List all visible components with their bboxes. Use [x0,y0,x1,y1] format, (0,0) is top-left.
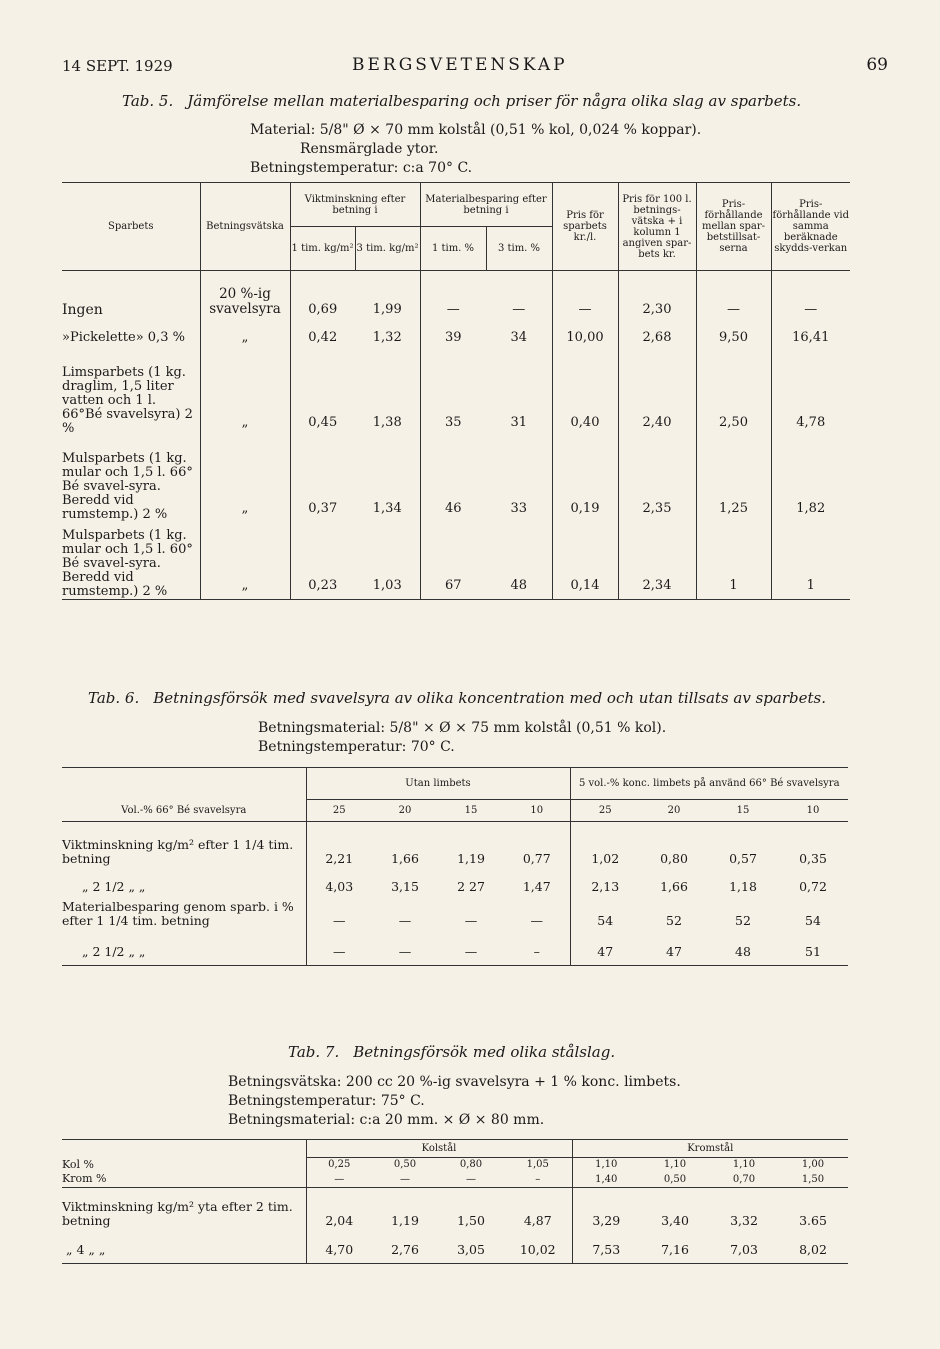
tab6-cell: 0,77 [522,850,551,866]
tab6-cell: 54 [805,912,821,928]
tab5-header-pris-sparbets: Pris för sparbets kr./l. [552,183,618,271]
tab5-cell: 48 [510,578,528,593]
tab7-caption [288,1043,615,1061]
tab5-cell: 1,25 [696,436,771,522]
tab7-cell: — [306,1172,372,1188]
tab5-cell: 1,38 [372,414,402,430]
tab6-cell: 47 [666,944,682,959]
tab6-cell: 0,57 [729,850,757,866]
tab7-row-label: Viktminskning kg/m² yta efter 2 tim. betning [62,1198,293,1228]
tab5-header-materialbesparing: Materialbesparing efter betning i [420,183,552,227]
tab6-table [62,767,848,966]
tab7-cell: – [535,1173,541,1185]
tab5-row-name: Mulsparbets (1 kg. mular och 1,5 l. 60° Bé svavel-syra. Beredd vid rumstemp.) 2 % [62,528,193,599]
tab6-cell: 51 [805,944,821,959]
tab7-cell: 1,10 [572,1158,640,1172]
tab5-cell: 0,45 [290,351,355,436]
tab5-header-pris-100: Pris för 100 l. betnings-vätska + i kolumn 1 angiven spar-bets kr. [618,183,696,271]
tab7-cell: 1,19 [391,1212,419,1228]
tab6-col: 20 [640,800,708,822]
tab5-header-t1-pct: 1 tim. % [420,227,486,271]
tab5-header-prisforhallande-2: Pris-förhållande vid samma beräknade skydds-verkan [771,183,850,271]
tab7-kol-label: Kol % [62,1157,95,1171]
tab5-header-sparbets: Sparbets [62,183,200,271]
tab6-group-utan: Utan limbets [306,768,570,800]
tab6-col: 25 [570,800,640,822]
tab7-cell: 1,40 [572,1172,640,1188]
tab6-row-label: Viktminskning kg/m² efter 1 1/4 tim. betning [62,836,294,866]
tab7-cell: 10,02 [519,1242,556,1257]
tab7-cell: 7,03 [730,1242,758,1257]
table-row [62,822,848,872]
tab5-row-vatska: „ [200,323,290,351]
tab5-cell: 1,03 [372,578,402,593]
tab5-cell: 0,69 [290,271,355,323]
tab5-caption [122,92,801,110]
tab7-cell: 3,05 [457,1242,485,1257]
tab6-group-med: 5 vol.-% konc. limbets på använd 66° Bé svavelsyra [570,768,848,800]
tab6-cell: 0,80 [660,850,688,866]
table-row [62,271,850,323]
tab5-cell: — [552,271,618,323]
tab7-cell: 0,70 [732,1173,756,1185]
tab5-cell: 1,99 [372,301,402,317]
tab6-col: 15 [708,800,778,822]
tab6-row-label: Materialbesparing genom sparb. i % efter 1 1/4 tim. betning [62,898,294,928]
tab5-cell: 1,32 [372,329,402,345]
tab7-table [62,1139,848,1264]
table-row [62,436,850,522]
tab6-cell: 4,03 [306,872,372,900]
tab5-row-vatska: „ [200,351,290,436]
tab5-header-t1-kg: 1 tim. kg/m² [290,227,355,271]
running-header [62,55,888,81]
tab7-cell: 4,87 [523,1212,552,1228]
tab6-cell: 1,18 [729,878,757,894]
tab7-cell: 2,76 [391,1242,419,1257]
tab7-number: Tab. 7. [288,1043,340,1061]
tab6-cell: – [533,944,540,959]
tab5-cell: 67 [420,522,486,600]
tab5-cell: 2,35 [618,436,696,522]
tab6-cell: — [464,944,478,959]
tab7-cell: 4,70 [306,1234,372,1264]
tab6-cell: — [464,912,478,928]
tab6-cell: 1,02 [570,822,640,872]
tab7-cell: 1,05 [504,1158,572,1172]
tab5-row-vatska: „ [200,522,290,600]
tab6-cell: — [398,912,412,928]
tab7-cell: 1,10 [710,1158,778,1172]
tab5-cell: 0,37 [290,436,355,522]
tab5-cell: 0,14 [552,522,618,600]
tab6-row-label: „ 2 1/2 „ „ [82,878,146,894]
journal-title: BERGSVETENSKAP [352,55,568,75]
tab5-cell: — [696,271,771,323]
tab6-col: 25 [306,800,372,822]
tab5-note-temp: Betningstemperatur: c:a 70° C. [250,160,473,176]
tab7-krom-label: Krom % [62,1172,107,1186]
tab5-row-name: Mulsparbets (1 kg. mular och 1,5 l. 66° Bé svavel-syra. Beredd vid rumstemp.) 2 % [62,450,193,522]
tab5-cell: 2,68 [618,323,696,351]
table-row [62,872,848,900]
tab7-note-material: Betningsmaterial: c:a 20 mm. × Ø × 80 mm. [228,1112,545,1128]
tab5-title: Jämförelse mellan materialbesparing och priser för några olika slag av sparbets. [187,92,802,110]
tab6-notes [258,719,666,757]
tab6-cell: 52 [735,912,751,928]
tab7-cell: 1,10 [640,1158,710,1172]
tab7-cell: 7,16 [661,1242,689,1257]
tab5-cell: 4,78 [771,351,850,436]
tab6-caption [88,689,826,707]
table-row [62,522,850,600]
tab7-cell: 1,50 [801,1173,825,1185]
tab5-cell: 2,50 [696,351,771,436]
tab6-note-material: Betningsmaterial: 5/8" × Ø × 75 mm kolstål (0,51 % kol). [258,720,667,736]
tab5-header-t3-kg: 3 tim. kg/m² [355,227,420,271]
tab6-cell: — [530,912,543,928]
tab7-cell: 0,50 [663,1173,687,1185]
tab5-row-name: »Pickelette» 0,3 % [62,329,185,345]
tab7-cell: 0,80 [438,1158,504,1172]
tab6-cell: 0,72 [799,878,827,894]
tab7-title: Betningsförsök med olika stålslag. [353,1043,616,1061]
tab7-cell: — [466,1173,476,1185]
tab6-cell: — [398,944,412,959]
tab7-note-liquid: Betningsvätska: 200 cc 20 %-ig svavelsyra + 1 % konc. limbets. [228,1074,681,1090]
tab5-cell: 1 [771,522,850,600]
tab7-cell: 1,50 [457,1212,485,1228]
tab5-cell: 34 [510,329,528,345]
tab5-cell: 46 [420,436,486,522]
tab6-col: 15 [438,800,504,822]
tab6-cell: 2 27 [457,878,485,894]
tab7-cell: — [400,1173,410,1185]
tab6-cell: 54 [570,900,640,934]
tab5-cell: 0,40 [552,351,618,436]
tab5-header-t3-pct: 3 tim. % [486,227,552,271]
tab6-cell: 48 [735,944,751,959]
tab6-note-temp: Betningstemperatur: 70° C. [258,739,455,755]
tab7-notes [228,1073,681,1130]
tab7-cell: 7,53 [572,1234,640,1264]
tab5-row-vatska: „ [200,436,290,522]
tab6-cell: 1,66 [660,878,688,894]
tab6-cell: — [306,934,372,966]
tab5-header-prisforhallande-1: Pris-förhållande mellan spar-betstillsat-serna [696,183,771,271]
issue-date: 14 SEPT. 1929 [62,57,173,75]
tab5-cell: 0,23 [290,522,355,600]
tab6-cell: 1,47 [522,878,551,894]
tab5-row-name: Limsparbets (1 kg. draglim, 1,5 liter vatten och 1 l. 66°Bé svavelsyra) 2 % [62,364,193,436]
table-row [62,900,848,934]
tab5-header-vatska: Betningsvätska [200,183,290,271]
table-row [62,351,850,436]
tab6-vol-label: Vol.-% 66° Bé svavelsyra [121,804,247,816]
tab6-cell: — [306,900,372,934]
tab5-cell: — [771,271,850,323]
tab6-row-label: „ 2 1/2 „ „ [82,944,146,959]
tab5-header-viktminskning: Viktminskning efter betning i [290,183,420,227]
tab5-cell: 2,40 [618,351,696,436]
tab7-group-kolstal: Kolstål [306,1140,572,1158]
tab5-note-surface: Rensmärglade ytor. [300,141,439,157]
tab7-cell: 0,50 [372,1158,438,1172]
tab6-title: Betningsförsök med svavelsyra av olika koncentration med och utan tillsats av sparbets. [153,689,826,707]
tab5-cell: 39 [420,323,486,351]
tab5-cell: 0,42 [290,323,355,351]
tab5-cell: 31 [510,414,528,430]
tab6-cell: 3,15 [391,878,419,894]
tab5-note-material: Material: 5/8" Ø × 70 mm kolstål (0,51 % kol, 0,024 % koppar). [250,122,702,138]
tab7-group-kromstal: Kromstål [572,1140,848,1158]
tab5-notes [250,121,701,178]
tab7-row-label: „ 4 „ „ [66,1242,106,1257]
tab5-row-name: Ingen [62,301,103,318]
tab7-cell: 2,04 [306,1188,372,1234]
table-row [62,1234,848,1264]
tab5-cell: 16,41 [771,323,850,351]
tab5-cell: — [420,271,486,323]
table-row [62,1188,848,1234]
tab6-cell: 2,13 [570,872,640,900]
tab6-cell: 1,19 [457,850,485,866]
tab5-cell: 2,30 [618,271,696,323]
tab6-cell: 1,66 [391,850,419,866]
tab7-cell: 8,02 [799,1242,827,1257]
tab6-cell: 2,21 [306,822,372,872]
page-number: 69 [866,55,888,75]
tab5-cell: 1,82 [771,436,850,522]
tab6-cell: 52 [666,912,682,928]
tab7-note-temp: Betningstemperatur: 75° C. [228,1093,425,1109]
tab5-cell: 9,50 [696,323,771,351]
tab6-col: 10 [504,800,570,822]
tab6-col: 10 [778,800,848,822]
tab6-col: 20 [372,800,438,822]
tab7-cell: 3,40 [661,1212,689,1228]
tab7-cell: 0,25 [306,1158,372,1172]
tab6-cell: 0,35 [799,850,827,866]
tab7-cell: 3,32 [730,1212,758,1228]
tab5-cell: 1 [696,522,771,600]
tab5-table [62,182,850,600]
tab7-cell: 3,29 [572,1188,640,1234]
tab6-number: Tab. 6. [88,689,140,707]
tab5-cell: 33 [510,500,528,516]
tab5-cell: 10,00 [552,323,618,351]
tab7-cell: 3.65 [799,1212,827,1228]
tab5-number: Tab. 5. [122,92,174,110]
tab5-cell: 0,19 [552,436,618,522]
table-row [62,934,848,966]
tab6-cell: 47 [570,934,640,966]
tab5-cell: 1,34 [372,500,402,516]
tab5-cell: 35 [420,351,486,436]
tab5-row-vatska: 20 %-ig svavelsyra [200,271,290,323]
tab7-cell: 1,00 [778,1158,848,1172]
tab5-cell: — [512,301,526,317]
tab5-cell: 2,34 [618,522,696,600]
table-row [62,323,850,351]
